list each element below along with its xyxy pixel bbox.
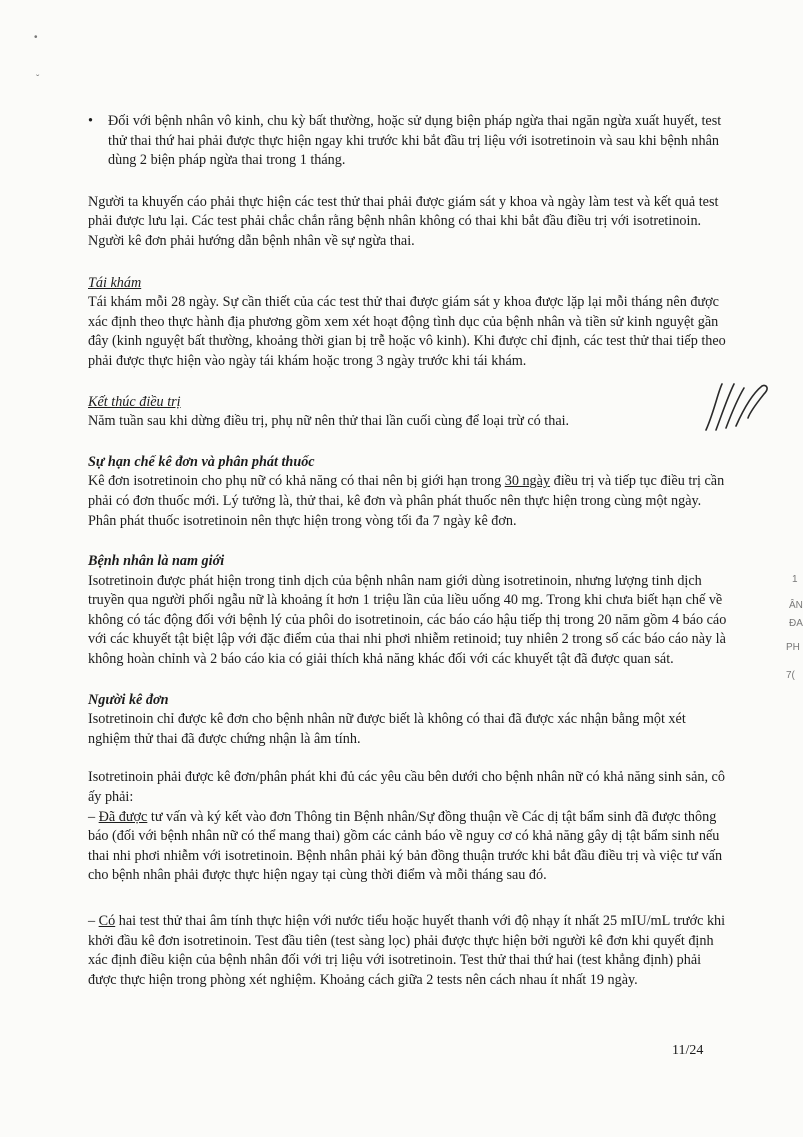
- margin-mark: ÂN: [789, 600, 803, 611]
- text-ket-thuc: Năm tuần sau khi dừng điều trị, phụ nữ nên thử thai lần cuối cùng để loại trừ có thai.: [88, 413, 570, 430]
- requirement-1-text: tư vấn và ký kết vào đơn Thông tin Bệnh nhân/Sự đồng thuận về Các dị tật bẩm sinh đã được thông báo (đối với bệnh nhân nữ có thể mang thai) gồm các cảnh báo về nguy cơ có khả năng gây dị tật bẩm sinh nếu thai nhi phơi nhiễm với isotretinoin. Bệnh nhân phải ký bản đồng thuận trước khi bắt đầu điều trị và việc tư vấn cho bệnh nhân phải được thực hiện ngay tại cùng thời điểm và mỗi tháng sau đó.: [88, 808, 723, 884]
- text-han-che-30-ngay: 30 ngày: [504, 473, 551, 490]
- page-content: [88, 112, 730, 990]
- bullet-symbol: •: [88, 113, 93, 129]
- page-number: 11/24: [672, 1043, 704, 1058]
- text-tai-kham: Tái khám mỗi 28 ngày. Sự cần thiết của các test thử thai được giám sát y khoa được lặp lại mỗi tháng nên được xác định theo thực hành địa phương gồm xem xét hoạt động tình dục của bệnh nhân và tiền sử kinh nguyệt gần đây (kinh nguyệt bất thường, khoảng thời gian bị trễ hoặc vô kinh). Khi được chỉ định, các test thử thai tiếp theo phải được thực hiện vào ngày tái khám hoặc trong 3 ngày trước khi tái khám.: [88, 294, 726, 369]
- heading-nguoi-ke-don: Người kê đơn: [88, 691, 169, 708]
- text-han-che-a: Kê đơn isotretinoin cho phụ nữ có khả năng có thai nên bị giới hạn trong: [88, 473, 505, 490]
- heading-ket-thuc: Kết thúc điều trị: [88, 393, 181, 410]
- section-han-che: [88, 453, 730, 531]
- text-nam-gioi: Isotretinoin được phát hiện trong tinh dịch của bệnh nhân nam giới dùng isotretinoin, nhưng lượng tinh dịch truyền qua người phối ngẫu nữ là khoảng ít hơn 1 triệu lần của liều uống 40 mg. Trong khi chưa biết hạn chế về không có tác động đối với bệnh lý của phôi do isotretinoin, các báo cáo hậu tiếp thị trong 20 năm gồm 4 báo cáo với các khuyết tật biệt lập với đặc điểm của thai nhi phơi nhiễm retinoid; tuy nhiên 2 trong số các báo cáo này là không hoàn chỉnh và 2 báo cáo kia có giải thích khả năng khác đối với các khuyết tật đã được quan sát.: [88, 572, 727, 668]
- scan-dot: •: [34, 32, 38, 43]
- text-nguoi-ke-don-intro: Isotretinoin phải được kê đơn/phân phát khi đủ các yêu cầu bên dưới cho bệnh nhân nữ có khả năng sinh sản, cô ấy phải:: [88, 769, 725, 806]
- text-han-che-b: điều trị và tiếp tục điều trị cần phải có đơn thuốc mới. Lý tưởng là, thử thai, kê đơn và phân phát thuốc nên thực hiện trong cùng một ngày. Phân phát thuốc isotretinoin nên thực hiện trong vòng tối đa 7 ngày kê đơn.: [88, 473, 725, 529]
- text-nguoi-ke-don: Isotretinoin chỉ được kê đơn cho bệnh nhân nữ được biết là không có thai đã được xác nhận bằng một xét nghiệm thử thai đã được chứng nhận là âm tính.: [88, 711, 686, 747]
- intro-paragraph: Người ta khuyến cáo phải thực hiện các test thử thai phải được giám sát y khoa và ngày làm test và kết quả test phải được lưu lại. Các test phải chắc chắn rằng bệnh nhân không có thai khi bắt đầu điều trị với isotretinoin. Người kê đơn phải hướng dẫn bệnh nhân về sự ngừa thai.: [88, 193, 719, 249]
- heading-nam-gioi: Bệnh nhân là nam giới: [88, 553, 225, 570]
- bullet-item: [88, 112, 730, 171]
- section-nguoi-ke-don: [88, 691, 730, 991]
- scan-dot: ˇ: [36, 74, 40, 85]
- section-ket-thuc: [88, 393, 730, 432]
- text-han-che: [88, 472, 730, 531]
- section-nam-gioi: [88, 552, 730, 670]
- heading-tai-kham: Tái khám: [88, 274, 142, 291]
- requirement-item-1: [88, 808, 730, 886]
- requirement-item-2: [88, 912, 730, 990]
- heading-han-che: Sự hạn chế kê đơn và phân phát thuốc: [88, 453, 315, 470]
- requirement-2-underlined: Có: [98, 913, 116, 929]
- margin-mark: ĐA: [789, 618, 803, 629]
- dash: –: [88, 808, 99, 825]
- requirement-1-underlined: Đã được: [98, 808, 148, 825]
- margin-mark: 7(: [786, 670, 795, 681]
- signature-icon: [700, 372, 780, 442]
- margin-mark: PH: [786, 642, 800, 653]
- dash: –: [88, 913, 99, 929]
- bullet-text: Đối với bệnh nhân vô kinh, chu kỳ bất thường, hoặc sử dụng biện pháp ngừa thai ngăn ngừa xuất huyết, test thử thai thứ hai phải được thực hiện ngay khi trước khi bắt đầu trị liệu với isotretinoin và sau khi bệnh nhân dùng 2 biện pháp ngừa thai trong 1 tháng.: [108, 113, 722, 169]
- margin-mark: 1: [792, 574, 798, 585]
- requirement-2-text: hai test thử thai âm tính thực hiện với nước tiểu hoặc huyết thanh với độ nhạy ít nhất 25 mIU/mL trước khi khởi đầu kê đơn isotretinoin. Test đầu tiên (test sàng lọc) phải được thực hiện bởi người kê đơn khi quyết định xác định điều kiện của bệnh nhân đối với trị liệu với isotretinoin. Test thử thai thứ hai (test khẳng định) phải được thực hiện trong phòng xét nghiệm. Khoảng cách giữa 2 tests nên cách nhau ít nhất 19 ngày.: [88, 913, 726, 988]
- section-tai-kham: [88, 274, 730, 372]
